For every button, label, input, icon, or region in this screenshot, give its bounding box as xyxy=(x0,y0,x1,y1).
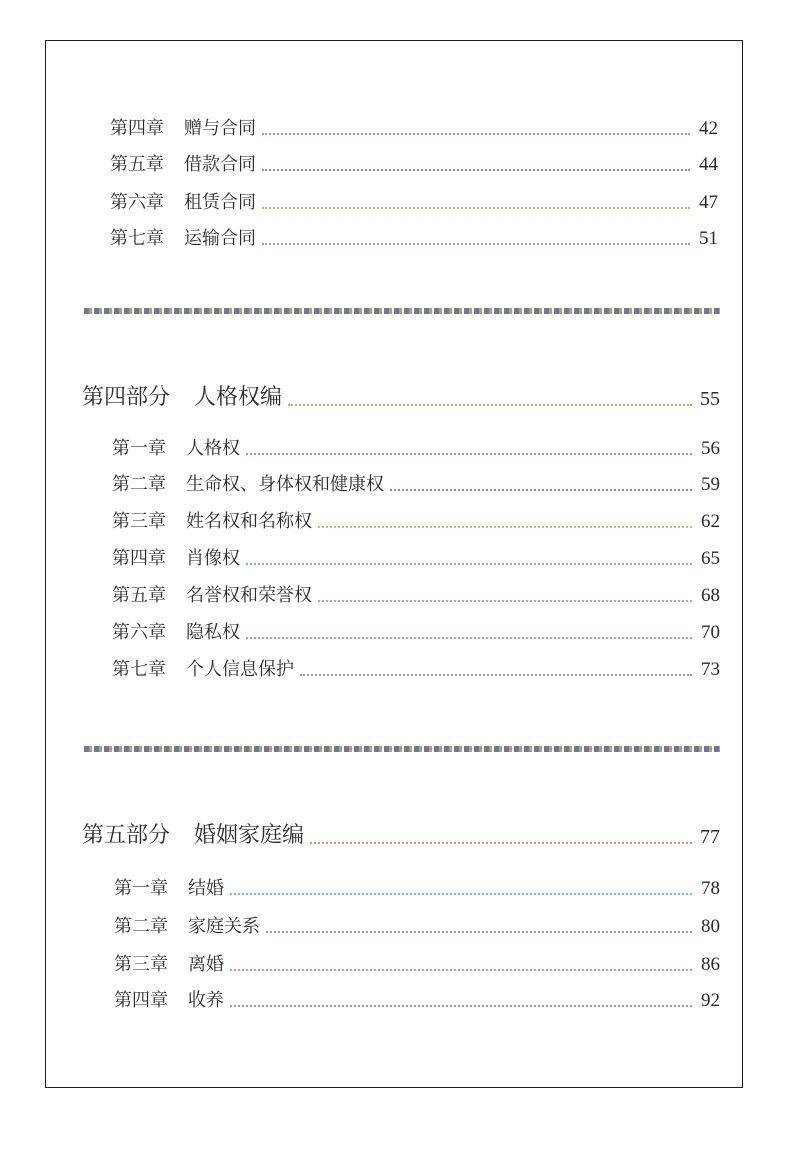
chapter-title: 人格权 xyxy=(186,438,240,459)
toc-entry-ch2-life[interactable] xyxy=(112,470,720,496)
toc-entry-ch5-reputation[interactable] xyxy=(112,581,720,607)
dot-leader xyxy=(246,637,692,639)
dot-leader xyxy=(318,600,692,602)
page-number: 80 xyxy=(701,916,720,937)
dot-leader xyxy=(262,133,690,135)
dot-leader xyxy=(310,842,692,844)
chapter-title: 运输合同 xyxy=(184,228,256,249)
chapter-title: 隐私权 xyxy=(186,622,240,643)
page-number: 55 xyxy=(700,388,720,410)
chapter-title: 个人信息保护 xyxy=(186,659,294,680)
dot-leader xyxy=(230,1005,692,1007)
chapter-title: 离婚 xyxy=(188,954,224,975)
dot-leader xyxy=(300,674,692,676)
chapter-number: 第四章 xyxy=(110,118,164,139)
dot-leader xyxy=(262,169,690,171)
toc-entry-ch4-adoption[interactable] xyxy=(114,986,720,1012)
toc-part-4-personality-rights[interactable] xyxy=(82,380,720,411)
page-number: 73 xyxy=(701,659,720,680)
page-number: 78 xyxy=(701,878,720,899)
chapter-title: 结婚 xyxy=(188,878,224,899)
dot-leader xyxy=(288,404,692,406)
page-number: 65 xyxy=(701,548,720,569)
dot-leader xyxy=(262,207,690,209)
toc-entry-ch7-personal-info[interactable] xyxy=(112,655,720,681)
part-title: 婚姻家庭编 xyxy=(194,823,305,848)
toc-entry-ch4-portrait[interactable] xyxy=(112,544,720,570)
chapter-title: 收养 xyxy=(188,990,224,1011)
page-number: 44 xyxy=(699,154,718,175)
chapter-title: 生命权、身体权和健康权 xyxy=(186,474,384,495)
page-number: 42 xyxy=(699,118,718,139)
chapter-title: 姓名权和名称权 xyxy=(186,511,312,532)
chapter-title: 家庭关系 xyxy=(188,916,260,937)
part-number: 第四部分 xyxy=(82,385,171,410)
chapter-number: 第一章 xyxy=(114,878,168,899)
dot-leader xyxy=(266,931,692,933)
chapter-number: 第六章 xyxy=(110,192,164,213)
toc-entry-ch3-divorce[interactable] xyxy=(114,950,720,976)
part-title: 人格权编 xyxy=(194,385,283,410)
toc-entry-ch1-marriage[interactable] xyxy=(114,874,720,900)
chapter-number: 第七章 xyxy=(110,228,164,249)
page-number: 59 xyxy=(701,474,720,495)
dot-leader xyxy=(390,489,692,491)
toc-entry-ch4-gift[interactable] xyxy=(110,114,718,140)
dot-leader xyxy=(246,453,692,455)
page-number: 47 xyxy=(699,192,718,213)
page-number: 77 xyxy=(700,826,720,848)
toc-entry-ch6-lease[interactable] xyxy=(110,188,718,214)
page-number: 62 xyxy=(701,511,720,532)
chapter-number: 第四章 xyxy=(112,548,166,569)
page-number: 51 xyxy=(699,228,718,249)
toc-entry-ch5-loan[interactable] xyxy=(110,150,718,176)
toc-entry-ch7-transport[interactable] xyxy=(110,224,718,250)
chapter-title: 借款合同 xyxy=(184,154,256,175)
part-number: 第五部分 xyxy=(82,823,171,848)
dot-leader xyxy=(230,893,692,895)
chapter-number: 第五章 xyxy=(110,154,164,175)
page-number: 70 xyxy=(701,622,720,643)
toc-part-5-marriage-family[interactable] xyxy=(82,818,720,849)
page-number: 86 xyxy=(701,954,720,975)
dot-leader xyxy=(230,969,692,971)
chapter-title: 名誉权和荣誉权 xyxy=(186,585,312,606)
page-number: 92 xyxy=(701,990,720,1011)
page-number: 56 xyxy=(701,438,720,459)
chapter-title: 赠与合同 xyxy=(184,118,256,139)
chapter-title: 租赁合同 xyxy=(184,192,256,213)
chapter-number: 第三章 xyxy=(112,511,166,532)
chapter-number: 第二章 xyxy=(114,916,168,937)
chapter-number: 第七章 xyxy=(112,659,166,680)
toc-entry-ch6-privacy[interactable] xyxy=(112,618,720,644)
dot-leader xyxy=(318,526,692,528)
toc-entry-ch2-family[interactable] xyxy=(114,912,720,938)
chapter-number: 第三章 xyxy=(114,954,168,975)
toc-entry-ch3-name[interactable] xyxy=(112,507,720,533)
section-divider xyxy=(84,746,720,752)
chapter-title: 肖像权 xyxy=(186,548,240,569)
chapter-number: 第四章 xyxy=(114,990,168,1011)
chapter-number: 第六章 xyxy=(112,622,166,643)
chapter-number: 第一章 xyxy=(112,438,166,459)
dot-leader xyxy=(262,243,690,245)
dot-leader xyxy=(246,563,692,565)
page-number: 68 xyxy=(701,585,720,606)
section-divider xyxy=(84,308,720,314)
chapter-number: 第二章 xyxy=(112,474,166,495)
chapter-number: 第五章 xyxy=(112,585,166,606)
toc-entry-ch1-personality[interactable] xyxy=(112,434,720,460)
